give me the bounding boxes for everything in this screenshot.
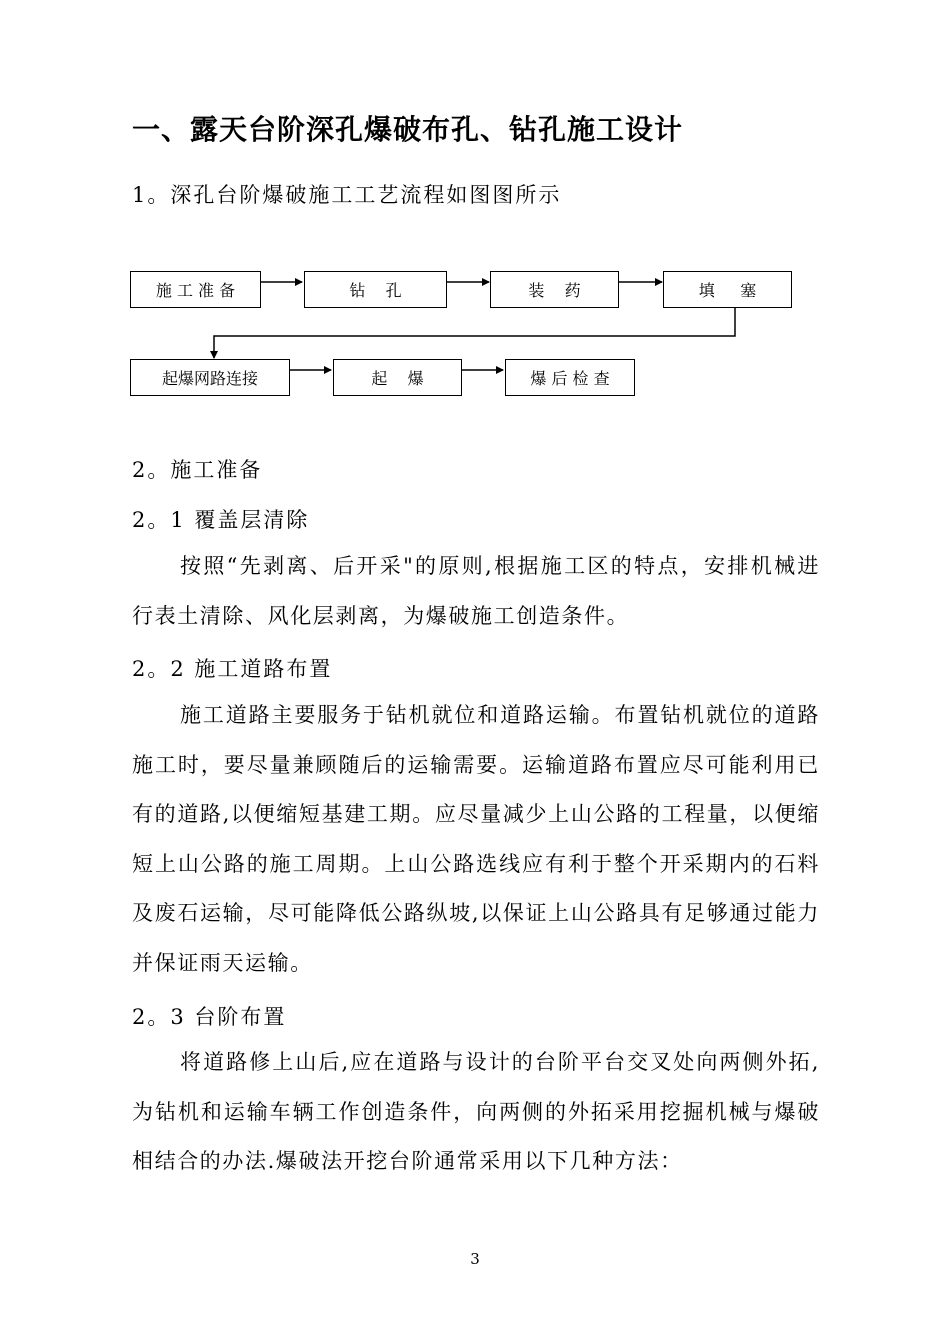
page-number: 3 bbox=[470, 1250, 480, 1268]
flow-step-charging: 装 药 bbox=[490, 271, 619, 308]
flow-step-stemming: 填 塞 bbox=[663, 271, 792, 308]
section-1-heading: 1。深孔台阶爆破施工工艺流程如图图所示 bbox=[132, 183, 562, 207]
flow-step-detonation: 起 爆 bbox=[333, 359, 462, 396]
section-2-3-body: 将道路修上山后,应在道路与设计的台阶平台交叉处向两侧外拓,为钻机和运输车辆工作创造条件，向两侧的外拓采用挖掘机械与爆破相结合的办法.爆破法开挖台阶通常采用以下几种方法： bbox=[132, 1050, 820, 1173]
flow-step-drilling: 钻 孔 bbox=[304, 271, 447, 308]
flowchart-arrows bbox=[0, 0, 950, 420]
section-2-3-heading: 2。3 台阶布置 bbox=[132, 1005, 287, 1029]
page-title: 一、露天台阶深孔爆破布孔、钻孔施工设计 bbox=[132, 113, 684, 146]
flow-step-network-connection: 起爆网路连接 bbox=[130, 359, 290, 396]
section-2-1-heading: 2。1 覆盖层清除 bbox=[132, 508, 310, 532]
flow-step-preparation: 施 工 准 备 bbox=[130, 271, 261, 308]
section-2-2-body: 施工道路主要服务于钻机就位和道路运输。布置钻机就位的道路施工时，要尽量兼顾随后的运输需要。运输道路布置应尽可能利用已有的道路,以便缩短基建工期。应尽量减少上山公路的工程量，以便缩短上山公路的施工周期。上山公路选线应有利于整个开采期内的石料及废石运输，尽可能降低公路纵坡,以保证上山公路具有足够通过能力并保证雨天运输。 bbox=[132, 703, 820, 975]
section-2-heading: 2。施工准备 bbox=[132, 458, 263, 482]
arrow-wrap bbox=[214, 308, 735, 358]
flow-step-post-blast-inspection: 爆 后 检 查 bbox=[505, 359, 635, 396]
section-2-1-body: 按照“先剥离、后开采"的原则,根据施工区的特点，安排机械进行表土清除、风化层剥离，为爆破施工创造条件。 bbox=[132, 554, 820, 628]
section-2-2-heading: 2。2 施工道路布置 bbox=[132, 657, 333, 681]
